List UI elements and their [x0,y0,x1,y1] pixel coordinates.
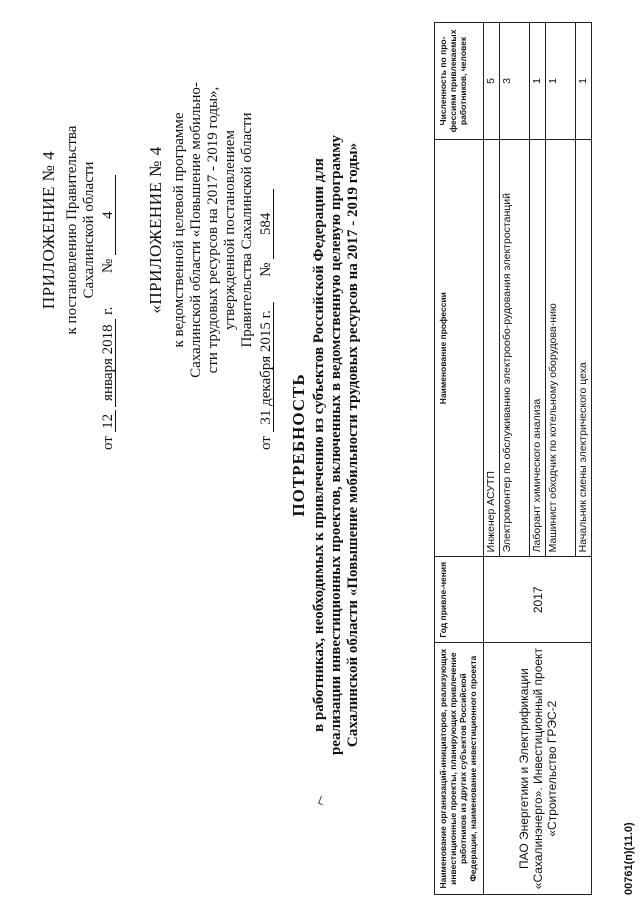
title-line: в работниках, необходимых к привлечению из субъектов Российской Федерации для [311,158,327,732]
amended-appendix-block [147,10,275,450]
stray-pen-mark: ⌐ [308,791,332,808]
title-line: реализации инвестиционных проектов, включенных в ведомственную целевую программу [328,135,344,755]
date-prefix: от [100,436,116,450]
count-cell: 5 [484,23,500,140]
document-number: 4 [101,175,116,255]
appendix-line: Сахалинской области «Повышение мобильно- [188,82,204,378]
appendix-line: к постановлению Правительства [64,125,80,335]
year-suffix: г. [100,306,116,315]
header-org: Наименование организаций-инициаторов, реализующих инвестиционные проекты, планирующих привлечение работников из других субъектов Российской Федерации, наименование инвестиционного проекта [435,643,484,895]
number-sign: № [100,258,116,274]
appendix-heading: ПРИЛОЖЕНИЕ № 4 [39,150,58,310]
document-title: ПОТРЕБНОСТЬ [289,373,308,517]
appendix-line: утвержденной постановлением [222,130,238,330]
count-cell: 1 [546,23,576,140]
appendix-line: сти трудовых ресурсов на 2017 - 2019 годы», [205,86,221,374]
document-title-block [290,25,362,865]
profession-cell: Лаборант химического анализа [530,139,546,556]
appendix-block [40,10,275,450]
appendix-heading: «ПРИЛОЖЕНИЕ № 4 [146,146,165,314]
date-prefix: от [258,436,274,450]
table-row [484,23,500,895]
org-project-cell: ПАО Энергетики и Электрификации «Сахалинэнерго». Инвестиционный проект «Строительство ГРЭС-2 [484,643,592,895]
date-day: 12 [101,410,116,432]
count-cell: 3 [500,23,530,140]
document-number: 584 [259,189,274,259]
number-sign: № [258,262,274,277]
appendix-line: к ведомственной целевой программе [171,112,187,348]
profession-cell: Инженер АСУТП [484,139,500,556]
appendix-signature-line [258,10,275,450]
count-cell: 1 [530,23,546,140]
date: 31 декабря 2015 г. [259,302,274,432]
title-line: Сахалинской области «Повышение мобильности трудовых ресурсов на 2017 - 2019 годы» [345,142,361,748]
profession-cell: Машинист обходчик по котельному оборудова-нию [546,139,576,556]
appendix-line: Сахалинской области [81,161,97,299]
appendix-line: Правительства Сахалинской области [239,112,255,348]
header-year: Год привле-чения [435,557,484,643]
date-month-year: января 2018 [101,319,116,407]
count-cell: 1 [576,23,592,140]
table-header-row [435,23,484,895]
year-cell: 2017 [484,557,592,643]
header-count: Численность по про-фессиям привлекаемых работников, человек [435,23,484,140]
workers-demand-table [434,22,592,895]
appendix-signature-line [100,10,117,450]
profession-cell: Электромонтер по обслуживанию электрообо-рудования электростанций [500,139,530,556]
profession-cell: Начальник смены электрического цеха [576,139,592,556]
header-profession: Наименование профессии [435,139,484,556]
form-code: 00761(п)(11.0) [623,822,635,895]
